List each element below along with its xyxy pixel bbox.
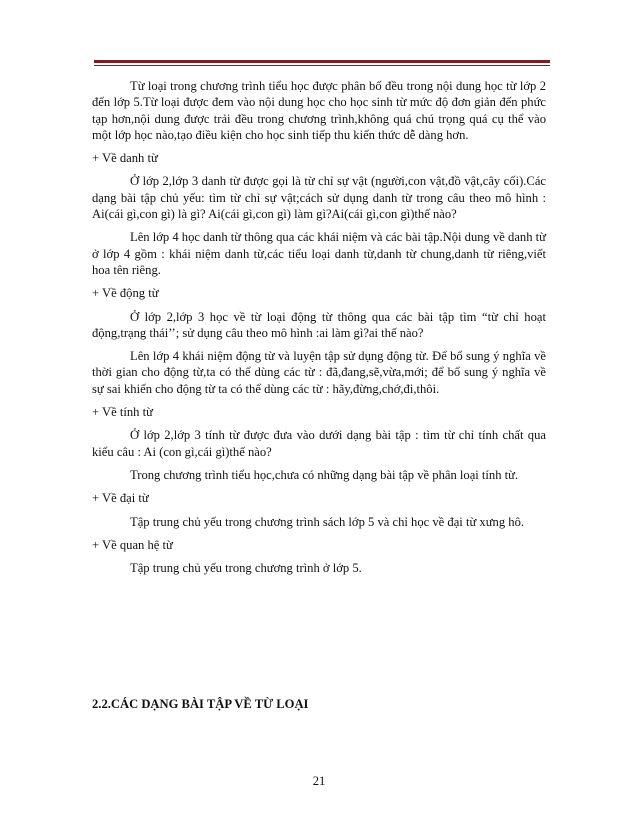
paragraph-danh-tu-lop-4: Lên lớp 4 học danh từ thông qua các khái niệm và các bài tập.Nội dung về danh từ ở lớp 4 gồm : khái niệm danh từ,các tiểu loại danh từ,danh từ chung,danh từ riêng,viết hoa tên riêng. <box>92 230 546 277</box>
paragraph-intro: Từ loại trong chương trình tiểu học được phân bố đều trong nội dung học từ lớp 2 đến lớp 5.Từ loại được đem vào nội dung học cho học sinh từ mức độ đơn giản đến phức tạp hơn,nội dung được trải đều trong chương trình,không quá chú trọng quá cụ thể vào một lớp học nào,tạo điều kiện cho học sinh tiếp thu kiến thức dễ dàng hơn. <box>92 79 546 142</box>
paragraph-danh-tu-lop-2-3: Ở lớp 2,lớp 3 danh từ được gọi là từ chỉ sự vật (người,con vật,đồ vật,cây cối).Các dạng bài tập chủ yếu: tìm từ chỉ sự vật;cách sử dụng danh từ trong câu theo mô hình : Ai(cái gì,con gì) là gì? Ai(cái gì,con gì) làm gì?Ai(cái gì,con gì)thế nào? <box>92 174 546 222</box>
heading-danh-tu: + Về danh từ <box>92 151 158 166</box>
paragraph-tinh-tu-lop-2-3: Ở lớp 2,lớp 3 tính từ được đưa vào dưới dạng bài tập : tìm từ chỉ tính chất qua kiểu câu : Ai (con gì,cái gì)thế nào? <box>92 428 546 459</box>
paragraph-dong-tu-lop-2-3: Ở lớp 2,lớp 3 học về từ loại động từ thông qua các bài tập tìm “từ chỉ hoạt động,trạng thái’’; sử dụng câu theo mô hình :ai làm gì?ai thế nào? <box>92 309 546 340</box>
paragraph-dai-tu: Tập trung chủ yếu trong chương trình sách lớp 5 và chỉ học về đại từ xưng hô. <box>130 514 525 529</box>
header-rule-thin <box>94 65 550 66</box>
paragraph-tinh-tu-phan-loai: Trong chương trình tiểu học,chưa có những dạng bài tập về phân loại tính từ. <box>130 467 519 482</box>
document-body <box>92 78 546 583</box>
heading-dong-tu: + Về động từ <box>92 286 159 301</box>
header-rule-thick <box>94 60 550 63</box>
section-title: 2.2.CÁC DẠNG BÀI TẬP VỀ TỪ LOẠI <box>92 697 309 711</box>
heading-tinh-tu: + Về tính từ <box>92 405 153 420</box>
paragraph-quan-he-tu: Tập trung chủ yếu trong chương trình ở lớp 5. <box>130 561 362 576</box>
heading-dai-tu: + Về đại từ <box>92 491 149 506</box>
page-number: 21 <box>312 774 326 788</box>
heading-quan-he-tu: + Về quan hệ từ <box>92 537 173 552</box>
paragraph-dong-tu-lop-4: Lên lớp 4 khái niệm động từ và luyện tập sử dụng động từ. Để bổ sung ý nghĩa về thời gian cho động từ,ta có thể dùng các từ : đã,đang,sẽ,vừa,mới; để bổ sung ý nghĩa về sự sai khiến cho động từ ta có thể dùng các từ : hãy,đừng,chớ,đi,thôi. <box>92 349 546 396</box>
